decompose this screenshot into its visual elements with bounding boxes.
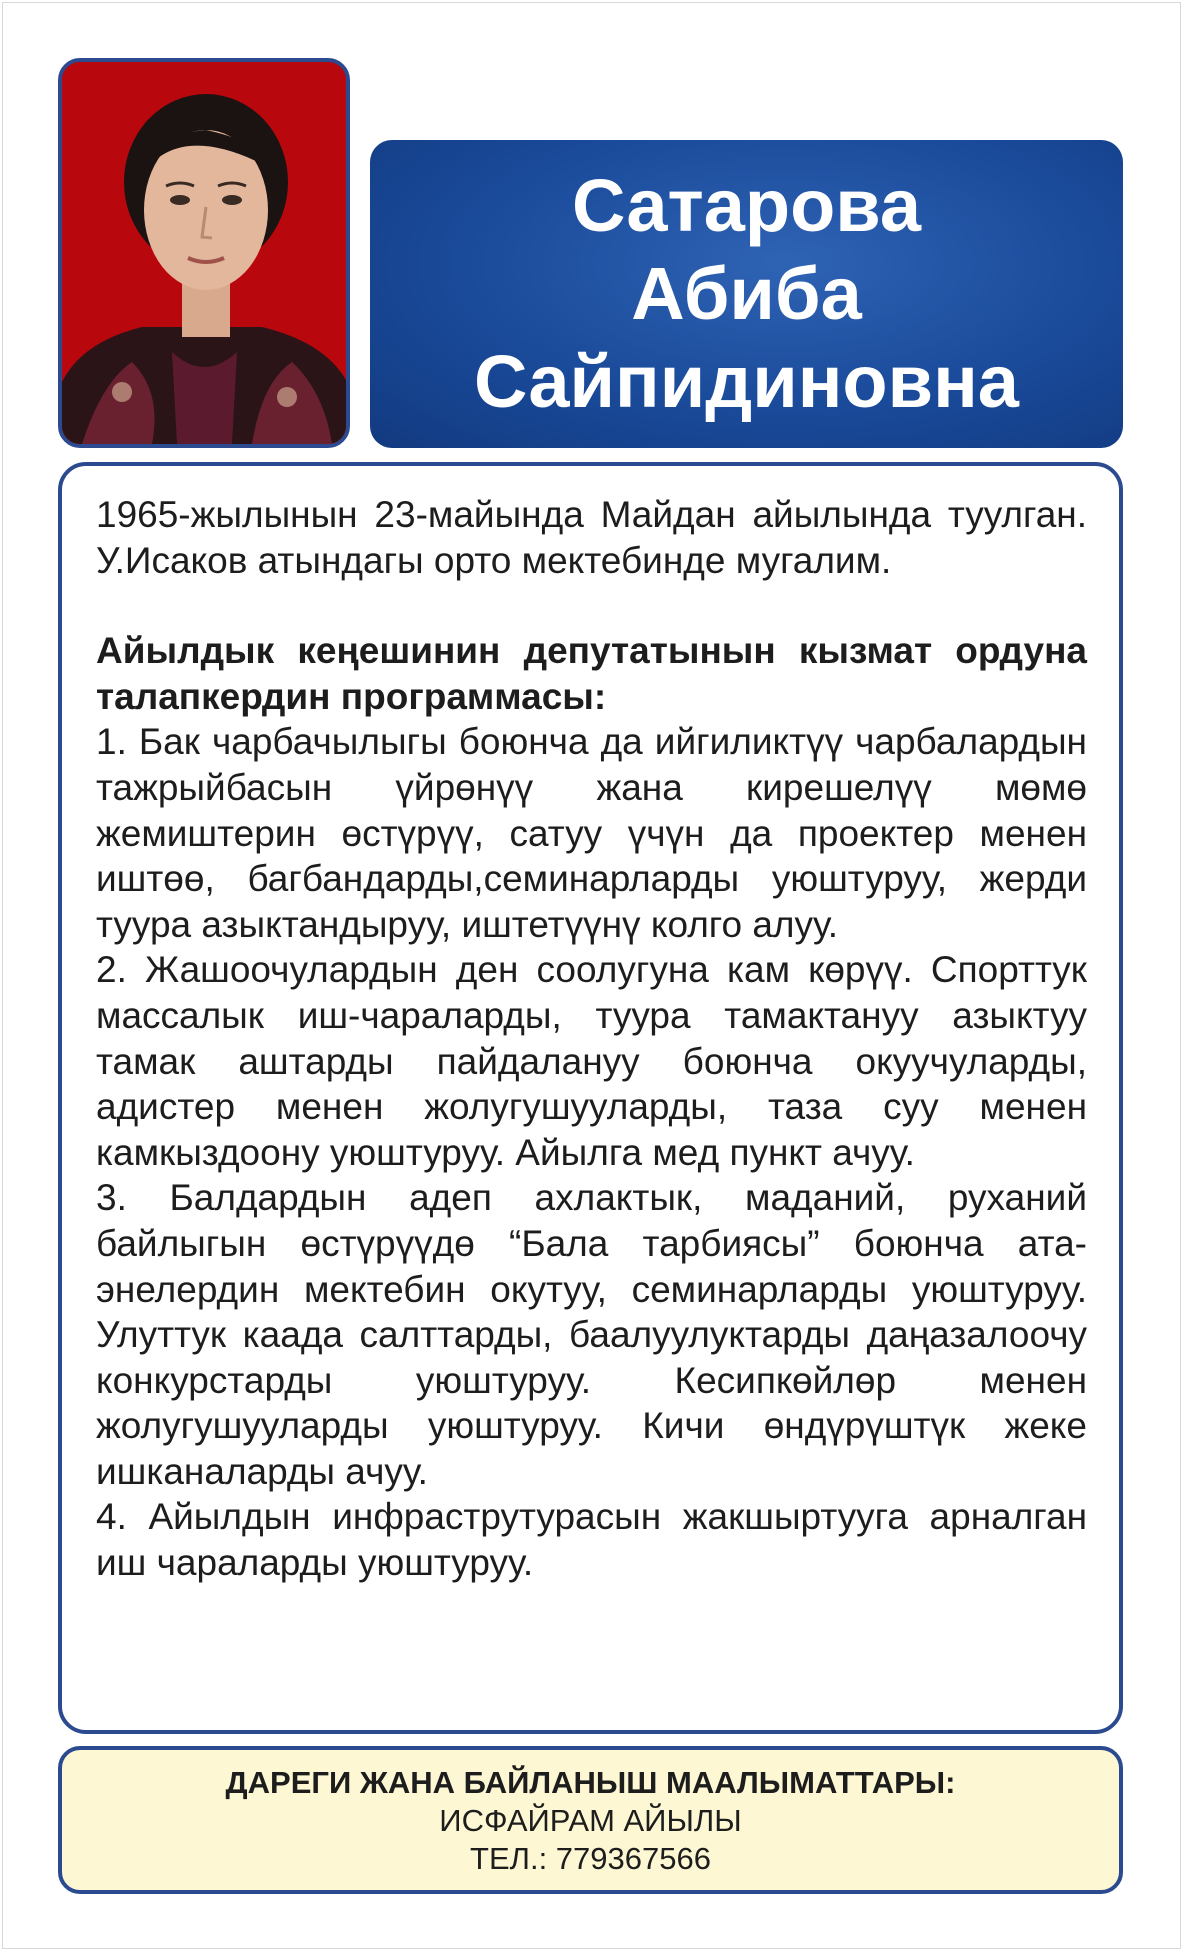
program-item-3: 3. Балдардын адеп ахлактык, маданий, руханий байлыгын өстүрүүдө “Бала тарбиясы” боюнча ата-энелердин мектебин окутуу, семинарларды уюштуруу. Улуттук каада салттарды, баалуулуктарды даңазалоочу конкурстарды уюштуруу. Кесипкөйлөр менен жолугушууларды уюштуруу. Кичи өндүрүштүк жеке ишканаларды ачуу. bbox=[96, 1177, 1087, 1492]
program-content-box bbox=[58, 462, 1123, 1734]
candidate-photo bbox=[58, 58, 350, 448]
program-item-4: 4. Айылдын инфраструтурасын жакшыртууга арналган иш чараларды уюштуруу. bbox=[96, 1496, 1087, 1584]
program-item-1: 1. Бак чарбачылыгы боюнча да ийгиликтүү чарбалардын тажрыйбасын үйрөнүү жана кирешелүү мөмө жемиштерин өстүрүү, сатуу үчүн да проектер менен иштөө, багбандарды,семинарларды уюштуруу, жерди туура азыктандыруу, иштетүүнү колго алуу. bbox=[96, 721, 1087, 945]
program-title: Айылдык кеңешинин депутатынын кызмат ордуна талапкердин программасы: bbox=[96, 630, 1087, 717]
portrait-photo-icon bbox=[62, 62, 346, 444]
candidate-name-banner bbox=[370, 140, 1123, 448]
candidate-surname: Сатарова bbox=[572, 164, 921, 247]
program-item-2: 2. Жашоочулардын ден соолугуна кам көрүү. Спорттук массалык иш-чараларды, туура тамактануу азыктуу тамак аштарды пайдалануу боюнча окуучуларды, адистер менен жолугушууларды, таза суу менен камкыздоону уюштуруу. Айылга мед пункт ачуу. bbox=[96, 949, 1087, 1173]
contact-info-box bbox=[58, 1746, 1123, 1894]
contact-phone: ТЕЛ.: 779367566 bbox=[470, 1841, 711, 1876]
contact-address: ИСФАЙРАМ АЙЫЛЫ bbox=[439, 1803, 742, 1838]
candidate-bio: 1965-жылынын 23-майында Майдан айылында туулган. У.Исаков атындагы орто мектебинде мугалим. bbox=[96, 494, 1087, 581]
candidate-first-name: Абиба bbox=[631, 252, 862, 335]
candidate-patronymic: Сайпидиновна bbox=[474, 340, 1019, 423]
contact-title: ДАРЕГИ ЖАНА БАЙЛАНЫШ МААЛЫМАТТАРЫ: bbox=[225, 1765, 956, 1800]
